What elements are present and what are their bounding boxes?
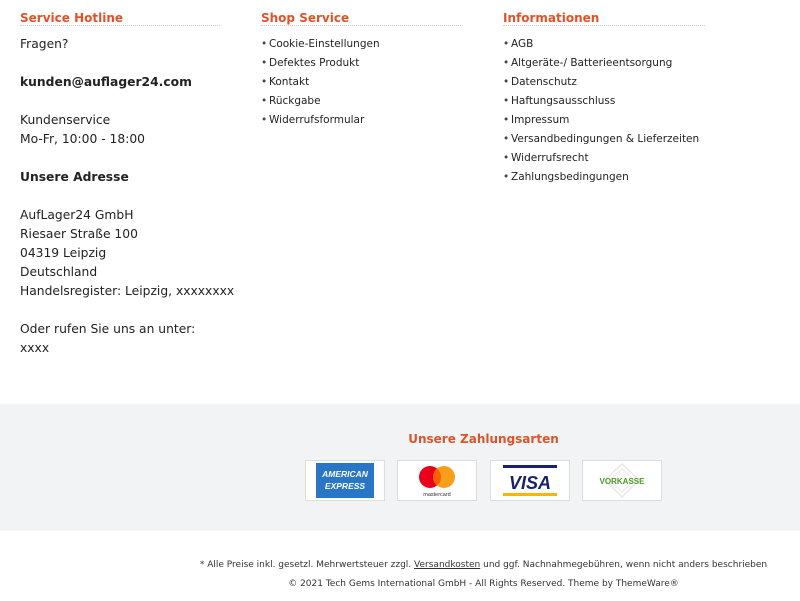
info-link[interactable]: • Altgeräte-/ Batterieentsorgung xyxy=(503,57,673,69)
service-hotline-column xyxy=(20,0,235,358)
shop-service-link[interactable]: • Cookie-Einstellungen xyxy=(261,38,380,50)
mastercard-card xyxy=(397,460,477,501)
shop-service-link[interactable]: • Widerrufsformular xyxy=(261,114,365,126)
street-address: Riesaer Straße 100 xyxy=(20,227,138,241)
visa-logo-icon xyxy=(491,461,569,500)
informationen-list xyxy=(503,35,705,187)
svg-text:EXPRESS: EXPRESS xyxy=(324,481,366,491)
info-link[interactable]: • Zahlungsbedingungen xyxy=(503,171,629,183)
amex-logo-icon xyxy=(306,461,384,500)
question-text: Fragen? xyxy=(20,37,69,51)
phone-number[interactable]: xxxx xyxy=(20,341,50,355)
city: 04319 Leipzig xyxy=(20,246,107,260)
trade-register: Handelsregister: Leipzig, xxxxxxxx xyxy=(20,284,235,298)
info-link[interactable]: • Datenschutz xyxy=(503,76,577,88)
info-link[interactable]: • Widerrufsrecht xyxy=(503,152,589,164)
price-note: * Alle Preise inkl. gesetzl. Mehrwertsteuer zzgl. Versandkosten und ggf. Nachnahmegebühren, wenn nicht anders beschrieben xyxy=(199,560,768,570)
shop-service-list xyxy=(261,35,461,130)
svg-text:VISA: VISA xyxy=(508,473,552,493)
vorkasse-logo-icon xyxy=(583,461,661,500)
shop-service-link[interactable]: • Rückgabe xyxy=(261,95,321,107)
informationen-column xyxy=(503,0,705,187)
vorkasse-card xyxy=(582,460,662,501)
amex-card xyxy=(305,460,385,501)
shop-service-link[interactable]: • Kontakt xyxy=(261,76,310,88)
shop-service-link[interactable]: • Defektes Produkt xyxy=(261,57,360,69)
email-link[interactable]: kunden@auflager24.com xyxy=(20,75,192,89)
shipping-costs-link[interactable]: Versandkosten xyxy=(414,560,481,570)
mastercard-logo-icon xyxy=(398,461,476,500)
company-name: AufLager24 GmbH xyxy=(20,208,134,222)
informationen-title: Informationen xyxy=(503,0,705,26)
visa-card xyxy=(490,460,570,501)
payment-section xyxy=(0,404,800,531)
info-link[interactable]: • AGB xyxy=(503,38,534,50)
payment-title: Unsere Zahlungsarten xyxy=(408,432,559,446)
service-hours: Mo-Fr, 10:00 - 18:00 xyxy=(20,132,145,146)
svg-text:mastercard: mastercard xyxy=(423,492,451,498)
call-text: Oder rufen Sie uns an unter: xyxy=(20,322,196,336)
info-link[interactable]: • Impressum xyxy=(503,114,570,126)
svg-text:VORKASSE: VORKASSE xyxy=(599,477,645,486)
address-title: Unsere Adresse xyxy=(20,170,129,184)
service-hotline-title: Service Hotline xyxy=(20,0,220,26)
customer-service-label: Kundenservice xyxy=(20,113,111,127)
svg-text:AMERICAN: AMERICAN xyxy=(322,469,368,479)
info-link[interactable]: • Haftungsausschluss xyxy=(503,95,616,107)
info-link[interactable]: • Versandbedingungen & Lieferzeiten xyxy=(503,133,700,145)
copyright: © 2021 Tech Gems International GmbH - All Rights Reserved. Theme by ThemeWare® xyxy=(288,579,679,589)
shop-service-title: Shop Service xyxy=(261,0,461,26)
country: Deutschland xyxy=(20,265,98,279)
shop-service-column xyxy=(261,0,461,130)
